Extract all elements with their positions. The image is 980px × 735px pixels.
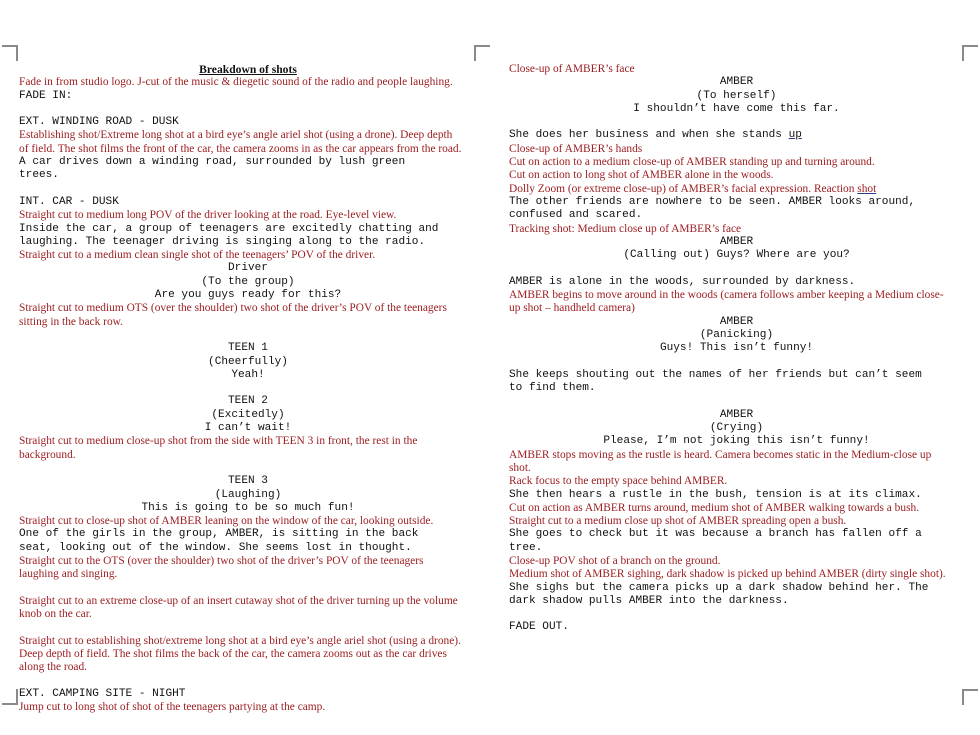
script-line: [19, 528, 477, 541]
shot-direction-line: [19, 209, 477, 222]
blank-line: [509, 356, 964, 369]
line-text: Fade in from studio logo. J-cut of the music & diegetic sound of the radio and people laughing.: [19, 76, 453, 89]
line-text: TEEN 1: [228, 342, 268, 355]
shot-direction-line: [509, 223, 964, 236]
line-text: Cut on action as AMBER turns around, medium shot of AMBER walking towards a bush.: [509, 501, 920, 514]
script-line: [19, 342, 477, 355]
script-line: [19, 395, 477, 408]
line-text: laughing and singing.: [19, 568, 118, 581]
line-text: Please, I’m not joking this isn’t funny!: [603, 435, 870, 448]
line-text: (Laughing): [214, 488, 282, 501]
line-text: AMBER is alone in the woods, surrounded by darkness.: [509, 275, 856, 288]
document-title: Breakdown of shots: [199, 63, 297, 76]
line-text: confused and scared.: [509, 209, 643, 222]
line-text: Medium shot of AMBER sighing, dark shadow is picked up behind AMBER (dirty single shot).: [509, 568, 946, 581]
line-text: Cut on action to long shot of AMBER alone in the woods.: [509, 169, 774, 182]
line-text: AMBER: [719, 235, 754, 248]
line-text: She sighs but the camera picks up a dark shadow behind her. The: [509, 581, 929, 594]
script-line: [19, 369, 477, 382]
line-text: This is going to be so much fun!: [141, 501, 355, 514]
line-text: AMBER stops moving as the rustle is heard. Camera becomes static in the Medium-close up: [509, 448, 932, 461]
line-text: Dolly Zoom (or extreme close-up) of AMBER’s facial expression. Reaction: [509, 182, 858, 195]
line-text: Straight cut to medium close-up shot from the side with TEEN 3 in front, the rest in the: [19, 435, 418, 448]
line-text: Straight cut to establishing shot/extreme long shot at a bird eye’s angle ariel shot (using a drone).: [19, 634, 461, 647]
blank-line: [19, 329, 477, 342]
shot-direction-line: [19, 568, 477, 581]
line-text: Straight cut to a medium close up shot of AMBER spreading open a bush.: [509, 515, 847, 528]
script-line: [19, 116, 477, 129]
line-text: trees.: [19, 169, 59, 182]
line-text: TEEN 2: [228, 395, 268, 408]
line-text: AMBER: [719, 315, 754, 328]
line-text: seat, looking out of the window. She seems lost in thought.: [19, 541, 412, 554]
script-line: [509, 409, 964, 422]
crop-mark-top-right-v: [962, 45, 964, 61]
script-line: [509, 90, 964, 103]
shot-direction-line: [19, 302, 477, 315]
shot-direction-line: [509, 449, 964, 462]
shot-direction-line: [509, 568, 964, 581]
script-line: [19, 236, 477, 249]
line-text: tree.: [509, 541, 543, 554]
line-text: FADE IN:: [19, 89, 73, 102]
line-text: I can’t wait!: [204, 422, 292, 435]
line-text: up shot – handheld camera): [509, 302, 635, 315]
script-line: [19, 542, 477, 555]
script-line: [509, 582, 964, 595]
shot-direction-line: [19, 701, 477, 714]
line-text: shot.: [509, 461, 531, 474]
right-page: [490, 0, 980, 735]
line-text: (Calling out) Guys? Where are you?: [623, 249, 850, 262]
script-line: [19, 289, 477, 302]
line-text: Straight cut to the OTS (over the shoulder) two shot of the driver’s POV of the teenagers: [19, 554, 424, 567]
shot-direction-line: [19, 76, 477, 89]
blank-line: [509, 262, 964, 275]
script-line: [509, 129, 964, 142]
line-text: Establishing shot/Extreme long shot at a bird eye’s angle ariel shot (using a drone). Deep depth: [19, 129, 453, 142]
shot-direction-line: [19, 129, 477, 142]
line-text: EXT. CAMPING SITE - NIGHT: [19, 687, 186, 700]
line-text: (Crying): [709, 422, 764, 435]
shot-direction-line: [509, 555, 964, 568]
script-line: [509, 196, 964, 209]
crop-mark-bottom-left-v: [16, 689, 18, 705]
line-text: to find them.: [509, 382, 596, 395]
blank-line: [19, 582, 477, 595]
script-line: [509, 76, 964, 89]
line-text: laughing. The teenager driving is singing along to the radio.: [19, 235, 426, 248]
script-line: [509, 621, 964, 634]
line-text: She does her business and when she stands: [509, 129, 789, 142]
script-line: [19, 475, 477, 488]
line-text: Rack focus to the empty space behind AMBER.: [509, 475, 728, 488]
line-text: A car drives down a winding road, surrounded by lush green: [19, 156, 406, 169]
crop-mark-bottom-right-v: [962, 689, 964, 705]
line-text: AMBER: [719, 76, 754, 89]
line-text: AMBER begins to move around in the woods (camera follows amber keeping a Medium close-: [509, 289, 944, 302]
underlined-word: up: [788, 129, 802, 142]
line-text: Inside the car, a group of teenagers are excitedly chatting and: [19, 222, 439, 235]
line-text: Straight cut to a medium clean single shot of the teenagers’ POV of the driver.: [19, 249, 376, 262]
crop-mark-top-right-v: [474, 45, 476, 61]
line-text: Driver: [228, 262, 268, 275]
shot-direction-line: [509, 156, 964, 169]
script-line: [19, 688, 477, 701]
line-text: INT. CAR - DUSK: [19, 195, 119, 208]
crop-mark-top-right: [474, 45, 490, 47]
script-line: [19, 169, 477, 182]
line-text: sitting in the back row.: [19, 315, 123, 328]
script-line: [509, 382, 964, 395]
line-text: AMBER: [719, 408, 754, 421]
blank-line: [19, 675, 477, 688]
script-line: [19, 502, 477, 515]
shot-direction-line: [509, 502, 964, 515]
blank-line: [19, 382, 477, 395]
script-column-right: [509, 63, 964, 635]
line-text: EXT. WINDING ROAD - DUSK: [19, 116, 179, 129]
shot-direction-line: [19, 648, 477, 661]
shot-direction-line: [19, 249, 477, 262]
line-text: of field. The shot films the front of the car, the camera zooms in as the car appears from the road.: [19, 142, 462, 155]
line-text: (To the group): [201, 275, 295, 288]
script-line: [509, 103, 964, 116]
blank-line: [509, 116, 964, 129]
script-line: [19, 156, 477, 169]
script-lines: [509, 63, 964, 635]
line-text: Are you guys ready for this?: [154, 289, 342, 302]
line-text: Jump cut to long shot of shot of the teenagers partying at the camp.: [19, 701, 326, 714]
crop-mark-top-right: [962, 45, 978, 47]
line-text: Close-up of AMBER’s hands: [509, 142, 643, 155]
blank-line: [509, 608, 964, 621]
line-text: Straight cut to medium long POV of the driver looking at the road. Eye-level view.: [19, 209, 397, 222]
script-line: [509, 236, 964, 249]
shot-direction-line: [19, 515, 477, 528]
script-column-left: [19, 63, 477, 715]
shot-direction-line: [19, 143, 477, 156]
script-line: [509, 369, 964, 382]
script-line: [19, 90, 477, 103]
shot-direction-line: [509, 462, 964, 475]
line-text: (Panicking): [699, 328, 774, 341]
shot-direction-line: [509, 143, 964, 156]
crop-mark-top-left-v: [16, 45, 18, 61]
script-line: [509, 595, 964, 608]
shot-direction-line: [19, 316, 477, 329]
blank-line: [509, 395, 964, 408]
shot-direction-line: [19, 595, 477, 608]
line-text: Tracking shot: Medium close up of AMBER’s face: [509, 222, 742, 235]
line-text: (Cheerfully): [208, 355, 288, 368]
line-text: Straight cut to medium OTS (over the shoulder) two shot of the driver’s POV of the teenagers: [19, 302, 447, 315]
shot-direction-line: [509, 169, 964, 182]
shot-direction-line: [509, 515, 964, 528]
script-line: [509, 489, 964, 502]
shot-direction-line: [509, 289, 964, 302]
underlined-word: shot: [857, 182, 877, 195]
line-text: FADE OUT.: [509, 621, 569, 634]
script-lines: [19, 76, 477, 714]
line-text: She keeps shouting out the names of her friends but can’t seem: [509, 368, 922, 381]
shot-direction-line: [509, 475, 964, 488]
blank-line: [19, 183, 477, 196]
script-line: [19, 276, 477, 289]
line-text: (Excitedly): [211, 408, 285, 421]
blank-line: [19, 462, 477, 475]
shot-direction-line: [19, 635, 477, 648]
blank-line: [19, 621, 477, 634]
script-line: [509, 542, 964, 555]
blank-line: [19, 103, 477, 116]
script-line: [509, 528, 964, 541]
script-line: [19, 409, 477, 422]
script-line: [509, 249, 964, 262]
line-text: She goes to check but it was because a branch has fallen off a: [509, 528, 922, 541]
shot-direction-line: [509, 63, 964, 76]
script-line: [19, 223, 477, 236]
shot-direction-line: [19, 661, 477, 674]
line-text: Yeah!: [231, 368, 265, 381]
script-line: [509, 329, 964, 342]
crop-mark-bottom-right: [962, 689, 978, 691]
script-line: [19, 356, 477, 369]
script-line: [19, 262, 477, 275]
line-text: Straight cut to close-up shot of AMBER leaning on the window of the car, looking outside.: [19, 515, 434, 528]
line-text: background.: [19, 448, 76, 461]
script-line: [19, 422, 477, 435]
line-text: dark shadow pulls AMBER into the darkness.: [509, 594, 789, 607]
script-line: [19, 196, 477, 209]
line-text: Guys! This isn’t funny!: [659, 342, 814, 355]
line-text: One of the girls in the group, AMBER, is sitting in the back: [19, 528, 419, 541]
line-text: I shouldn’t have come this far.: [633, 102, 840, 115]
shot-direction-line: [19, 435, 477, 448]
script-line: [509, 435, 964, 448]
line-text: Cut on action to a medium close-up of AMBER standing up and turning around.: [509, 156, 875, 169]
line-text: knob on the car.: [19, 608, 92, 621]
shot-direction-line: [19, 449, 477, 462]
shot-direction-line: [509, 302, 964, 315]
line-text: along the road.: [19, 661, 88, 674]
script-line: [509, 209, 964, 222]
line-text: Close-up of AMBER’s face: [509, 63, 635, 75]
shot-direction-line: [19, 608, 477, 621]
line-text: Deep depth of field. The shot films the back of the car, the camera zooms out as the car drives: [19, 648, 447, 661]
script-line: [509, 276, 964, 289]
script-line: [19, 489, 477, 502]
line-text: She then hears a rustle in the bush, tension is at its climax.: [509, 488, 922, 501]
line-text: Close-up POV shot of a branch on the ground.: [509, 554, 721, 567]
script-line: [509, 342, 964, 355]
line-text: The other friends are nowhere to be seen. AMBER looks around,: [509, 195, 916, 208]
line-text: (To herself): [696, 89, 777, 102]
shot-direction-line: [19, 555, 477, 568]
script-line: [509, 422, 964, 435]
script-line: [509, 316, 964, 329]
line-text: TEEN 3: [228, 475, 268, 488]
line-text: Straight cut to an extreme close-up of an insert cutaway shot of the driver turning up the volume: [19, 594, 458, 607]
shot-direction-line: [509, 183, 964, 196]
